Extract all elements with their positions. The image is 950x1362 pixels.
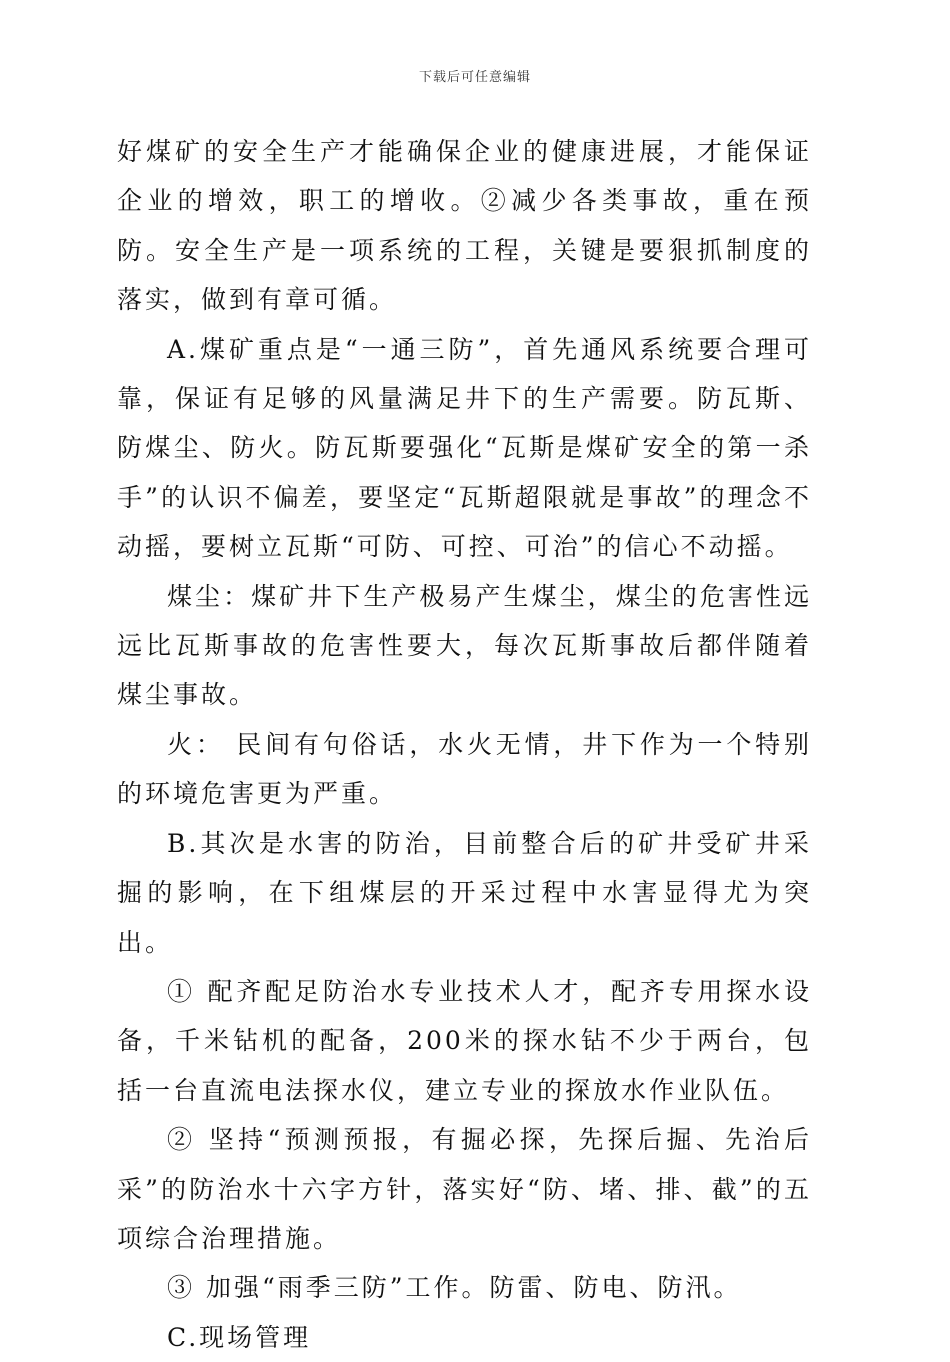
page-header: 下载后可任意编辑 — [418, 70, 531, 85]
document-body — [117, 127, 812, 1362]
paragraph-item-1: ① 配齐配足防治水专业技术人才，配齐专用探水设备，千米钻机的配备，200米的探水钻不少于两台，包括一台直流电法探水仪，建立专业的探放水作业队伍。 — [117, 976, 812, 1105]
paragraph-item-2: ② 坚持“预测预报，有掘必探，先探后掘、先治后采”的防治水十六字方针，落实好“防、堵、排、截”的五项综合治理措施。 — [117, 1125, 812, 1253]
paragraph-item-3: ③ 加强“雨季三防”工作。防雷、防电、防汛。 — [167, 1273, 742, 1303]
paragraph-section-a: A.煤矿重点是“一通三防”，首先通风系统要合理可靠，保证有足够的风量满足井下的生产需要。防瓦斯、防煤尘、防火。防瓦斯要强化“瓦斯是煤矿安全的第一杀手”的认识不偏差，要坚定“瓦斯超限就是事故”的理念不动摇，要树立瓦斯“可防、可控、可治”的信心不动摇。 — [117, 334, 812, 562]
paragraph-fire: 火： 民间有句俗话，水火无情，井下作为一个特别的环境危害更为严重。 — [117, 729, 812, 809]
paragraph-continuation: 好煤矿的安全生产才能确保企业的健康进展，才能保证企业的增效，职工的增收。②减少各类事故，重在预防。安全生产是一项系统的工程，关键是要狠抓制度的落实，做到有章可循。 — [117, 137, 812, 315]
paragraph-section-b: B.其次是水害的防治，目前整合后的矿井受矿井采掘的影响，在下组煤层的开采过程中水害显得尤为突出。 — [117, 828, 812, 957]
paragraph-coal-dust: 煤尘：煤矿井下生产极易产生煤尘，煤尘的危害性远远比瓦斯事故的危害性要大，每次瓦斯事故后都伴随着煤尘事故。 — [117, 581, 812, 710]
paragraph-section-c: C.现场管理 — [167, 1322, 312, 1352]
